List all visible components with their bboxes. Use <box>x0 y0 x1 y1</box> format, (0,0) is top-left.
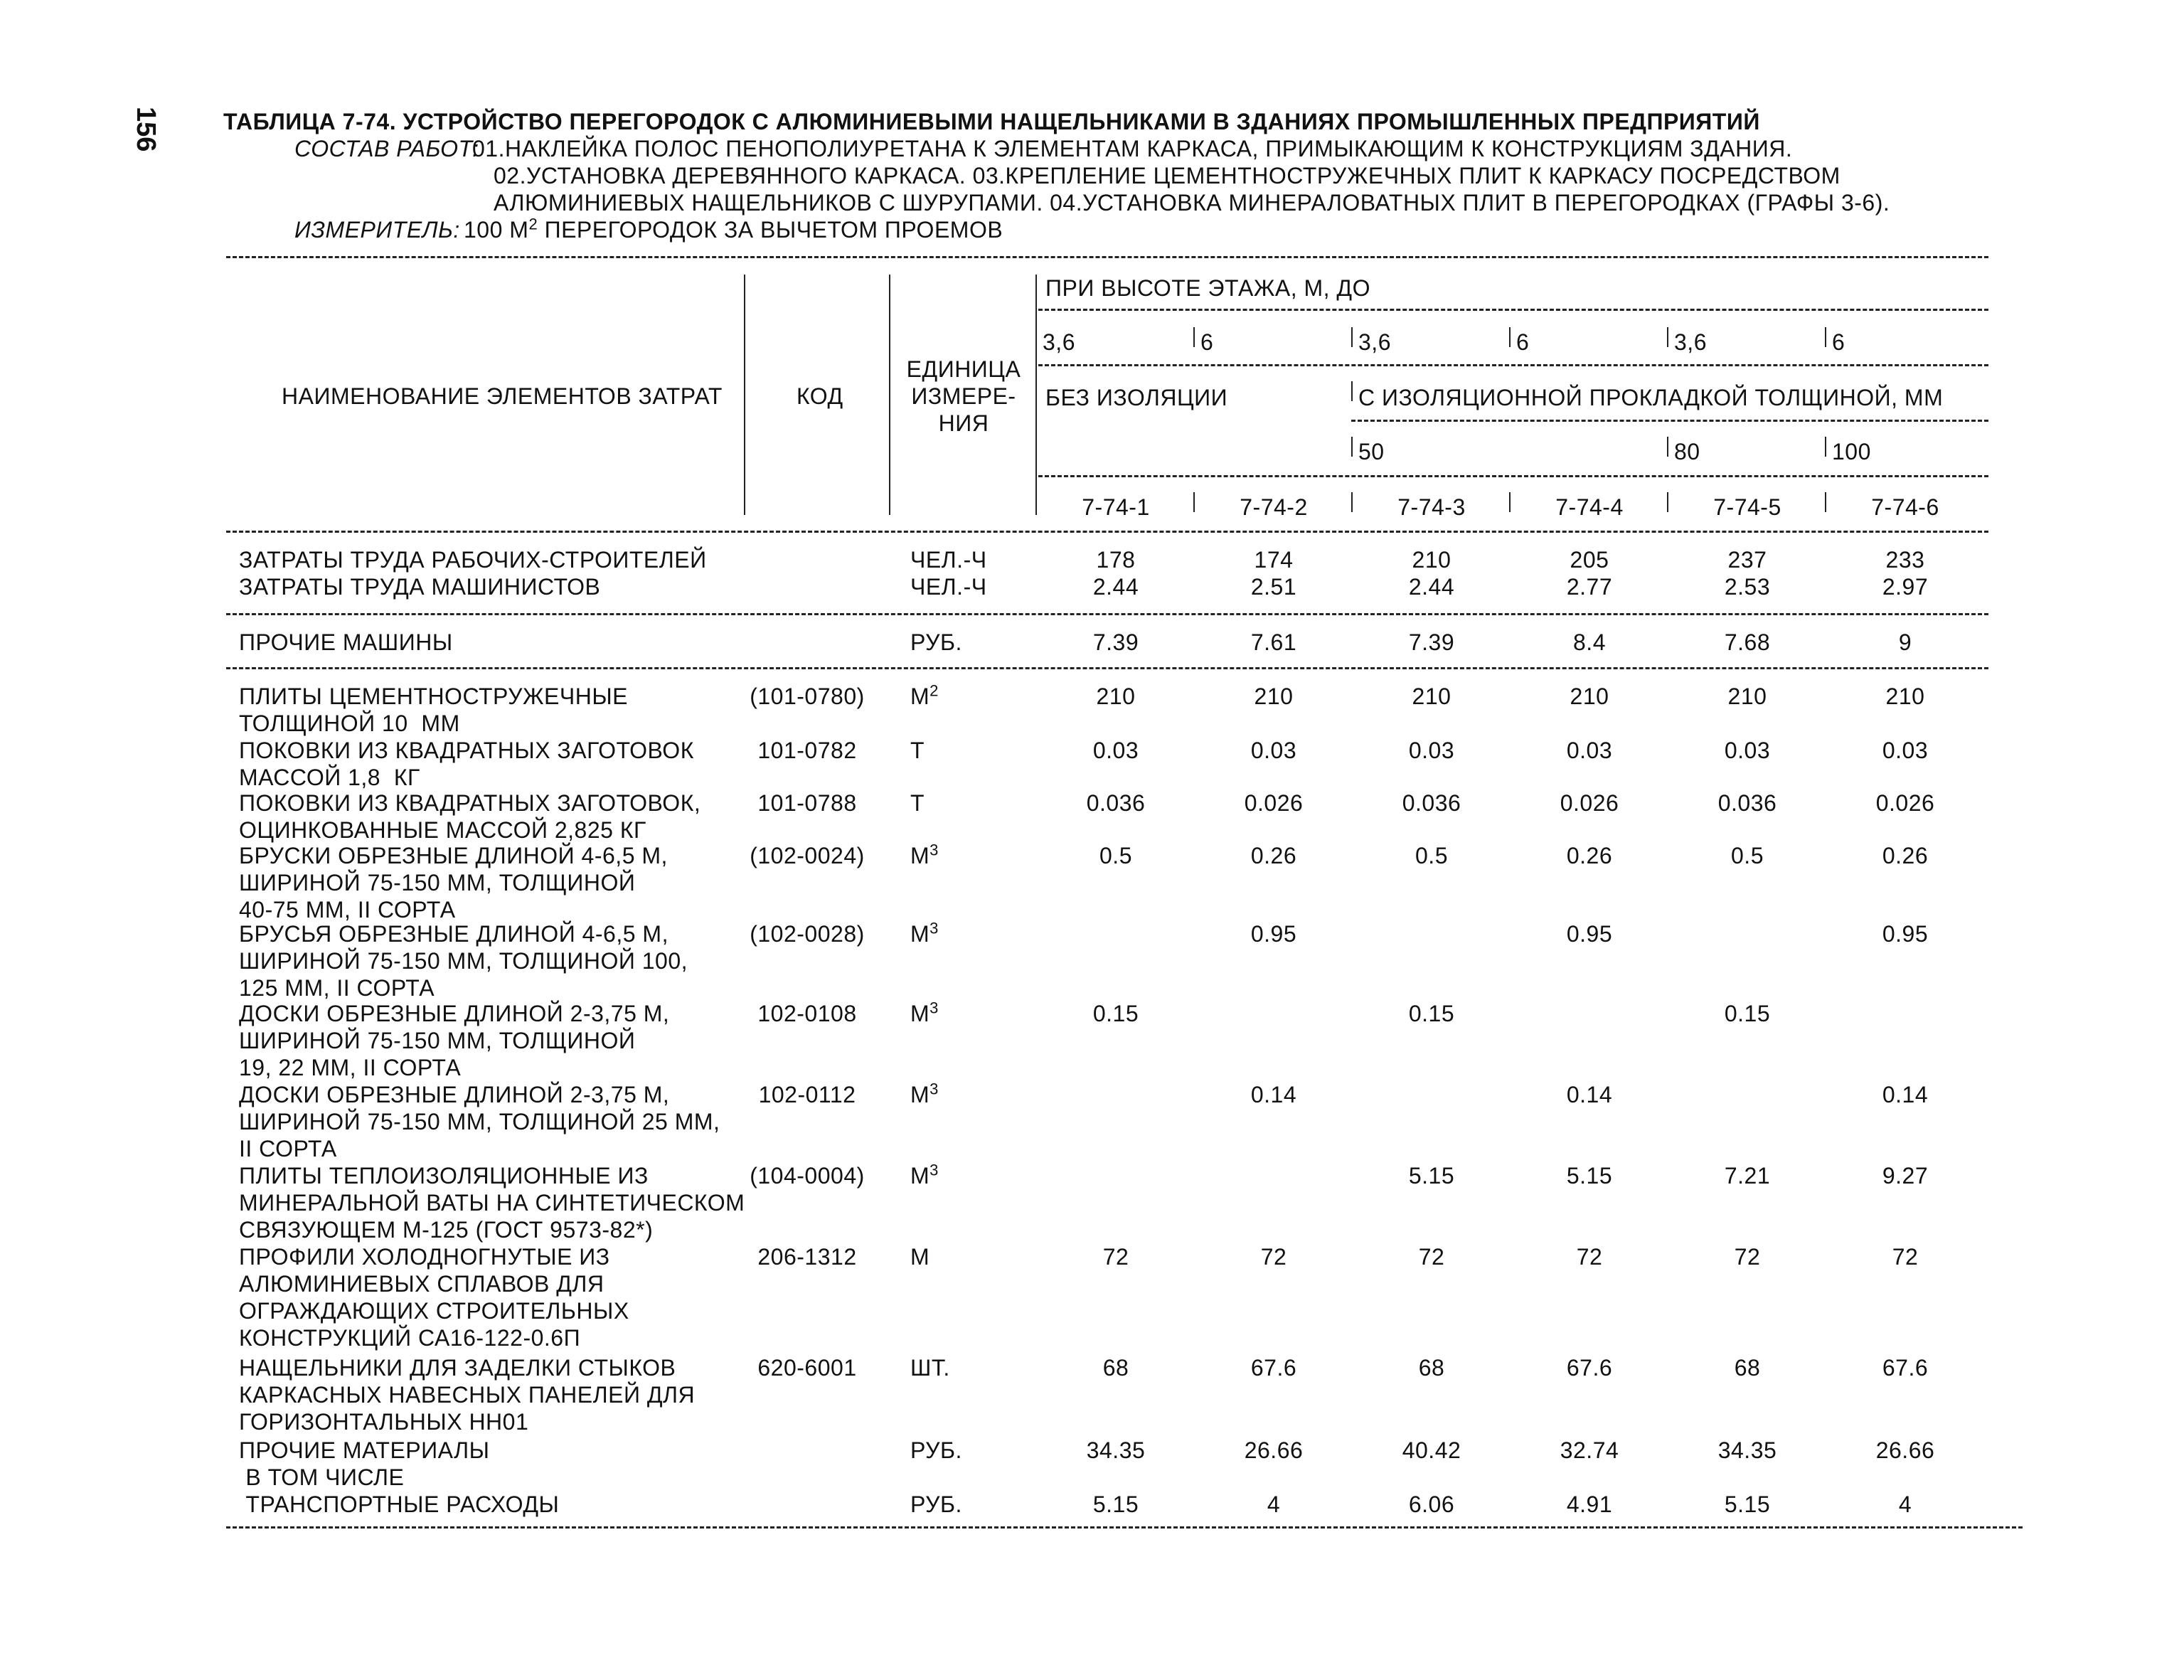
row-unit: ЧЕЛ.-Ч <box>910 574 987 600</box>
tick-c6 <box>1825 492 1826 512</box>
row-value: 2.53 <box>1724 574 1771 600</box>
row-value: 0.03 <box>1092 738 1139 763</box>
tick-h2 <box>1193 327 1195 347</box>
row-value: 2.51 <box>1250 574 1297 600</box>
row-name-line: ГОРИЗОНТАЛЬНЫХ НН01 <box>239 1409 529 1435</box>
row-name-line: 40-75 ММ, II СОРТА <box>239 897 456 923</box>
tick-t100 <box>1825 437 1826 457</box>
row-value: 210 <box>1570 684 1609 709</box>
row-value: 0.5 <box>1731 843 1764 868</box>
row-value: 210 <box>1727 684 1767 709</box>
row-value: 0.026 <box>1244 790 1304 816</box>
header-with-insulation: С ИЗОЛЯЦИОННОЙ ПРОКЛАДКОЙ ТОЛЩИНОЙ, ММ <box>1358 385 1944 410</box>
height-5: 3,6 <box>1674 329 1707 355</box>
row-value: 7.68 <box>1724 629 1771 655</box>
row-value: 210 <box>1254 684 1294 709</box>
height-2: 6 <box>1200 329 1214 355</box>
tick-c4 <box>1509 492 1511 512</box>
row-name-line: ПЛИТЫ ЦЕМЕНТНОСТРУЖЕЧНЫЕ <box>239 684 628 709</box>
tick-t50 <box>1351 437 1353 457</box>
header-floor-height: ПРИ ВЫСОТЕ ЭТАЖА, М, ДО <box>1045 275 1370 301</box>
row-value: 5.15 <box>1566 1163 1613 1189</box>
header-unit-3: НИЯ <box>938 410 989 436</box>
unit-exponent: 3 <box>929 919 939 937</box>
row-value: 237 <box>1727 547 1767 573</box>
row-name-line: БРУСКИ ОБРЕЗНЫЕ ДЛИНОЙ 4-6,5 М, <box>239 843 668 868</box>
row-unit: $М^3$ <box>910 919 939 947</box>
row-unit: $М^3$ <box>910 1161 939 1189</box>
row-name-line: 125 ММ, II СОРТА <box>239 975 435 1001</box>
thickness-80: 80 <box>1674 439 1700 464</box>
row-unit: Т <box>910 738 925 763</box>
code-col-2: 7-74-2 <box>1240 494 1308 520</box>
row-name-line: 19, 22 ММ, II СОРТА <box>239 1055 462 1080</box>
row-name-line: II СОРТА <box>239 1136 337 1161</box>
rule-table-bottom <box>226 1526 2023 1529</box>
row-name-line: ШИРИНОЙ 75-150 ММ, ТОЛЩИНОЙ 100, <box>239 948 688 974</box>
row-name-line: ШИРИНОЙ 75-150 ММ, ТОЛЩИНОЙ 25 ММ, <box>239 1109 720 1134</box>
row-value: 34.35 <box>1086 1437 1146 1463</box>
tick-h5 <box>1667 327 1668 347</box>
row-value: 0.15 <box>1724 1001 1771 1026</box>
row-name-line: ТОЛЩИНОЙ 10 ММ <box>239 711 460 736</box>
row-code: 206-1312 <box>757 1244 857 1270</box>
unit-exponent: 2 <box>929 681 939 700</box>
row-value: 0.14 <box>1882 1082 1929 1107</box>
thickness-100: 100 <box>1832 439 1871 464</box>
header-code: КОД <box>797 383 843 409</box>
col-divider-code <box>744 275 745 515</box>
row-value: 0.03 <box>1724 738 1771 763</box>
row-name-line: ДОСКИ ОБРЕЗНЫЕ ДЛИНОЙ 2-3,75 М, <box>239 1082 670 1107</box>
row-value: 72 <box>1892 1244 1919 1270</box>
row-value: 0.15 <box>1408 1001 1455 1026</box>
rule-header-bottom <box>226 531 1988 533</box>
rule-h1 <box>1038 309 1988 311</box>
row-value: 0.036 <box>1086 790 1146 816</box>
work-line-1: 01.НАКЛЕЙКА ПОЛОС ПЕНОПОЛИУРЕТАНА К ЭЛЕМЕНТАМ КАРКАСА, ПРИМЫКАЮЩИМ К КОНСТРУКЦИЯМ ЗДАНИЯ. <box>472 136 1793 161</box>
row-value: 5.15 <box>1092 1492 1139 1517</box>
row-value: 9.27 <box>1882 1163 1929 1189</box>
row-unit: $М^2$ <box>910 681 939 709</box>
code-col-3: 7-74-3 <box>1397 494 1466 520</box>
row-unit: РУБ. <box>910 1437 962 1463</box>
row-value: 26.66 <box>1244 1437 1304 1463</box>
header-no-insulation: БЕЗ ИЗОЛЯЦИИ <box>1045 385 1228 410</box>
row-unit: РУБ. <box>910 629 962 655</box>
row-code: (102-0024) <box>750 843 865 868</box>
row-name-line: ШИРИНОЙ 75-150 ММ, ТОЛЩИНОЙ <box>239 870 636 895</box>
row-code: (102-0028) <box>750 921 865 947</box>
row-name-line: ПРОЧИЕ МАШИНЫ <box>239 629 453 655</box>
row-unit: ШТ. <box>910 1355 950 1381</box>
row-name-line: ПОКОВКИ ИЗ КВАДРАТНЫХ ЗАГОТОВОК <box>239 738 694 763</box>
rule-labor-bottom <box>226 613 1988 615</box>
row-name-line: ОГРАЖДАЮЩИХ СТРОИТЕЛЬНЫХ <box>239 1298 629 1324</box>
rule-top <box>226 256 1988 258</box>
row-value: 68 <box>1734 1355 1761 1381</box>
tick-insul <box>1351 381 1353 401</box>
header-unit-2: ИЗМЕРЕ- <box>911 383 1016 409</box>
row-unit: Т <box>910 790 925 816</box>
row-name-line: ПЛИТЫ ТЕПЛОИЗОЛЯЦИОННЫЕ ИЗ <box>239 1163 649 1189</box>
row-value: 9 <box>1898 629 1912 655</box>
row-value: 7.61 <box>1250 629 1297 655</box>
row-code: (101-0780) <box>750 684 865 709</box>
row-code: (104-0004) <box>750 1163 865 1189</box>
row-name-line: АЛЮМИНИЕВЫХ СПЛАВОВ ДЛЯ <box>239 1271 604 1297</box>
row-value: 210 <box>1885 684 1925 709</box>
row-name-line: ОЦИНКОВАННЫЕ МАССОЙ 2,825 КГ <box>239 817 646 843</box>
row-value: 68 <box>1102 1355 1129 1381</box>
row-unit: $М^3$ <box>910 999 939 1026</box>
row-value: 210 <box>1412 684 1451 709</box>
row-value: 72 <box>1734 1244 1761 1270</box>
rule-h4 <box>1038 475 1988 477</box>
code-col-4: 7-74-4 <box>1555 494 1624 520</box>
row-name-line: ЗАТРАТЫ ТРУДА МАШИНИСТОВ <box>239 574 601 600</box>
row-value: 40.42 <box>1402 1437 1461 1463</box>
row-name-line: МАССОЙ 1,8 КГ <box>239 765 420 790</box>
meter-label: ИЗМЕРИТЕЛЬ: <box>294 217 460 243</box>
row-value: 68 <box>1418 1355 1445 1381</box>
row-name-line: ПОКОВКИ ИЗ КВАДРАТНЫХ ЗАГОТОВОК, <box>239 790 701 816</box>
work-line-2: 02.УСТАНОВКА ДЕРЕВЯННОГО КАРКАСА. 03.КРЕПЛЕНИЕ ЦЕМЕНТНОСТРУЖЕЧНЫХ ПЛИТ К КАРКАСУ ПОСРЕДСТВОМ <box>494 163 1841 188</box>
row-value: 7.39 <box>1408 629 1455 655</box>
row-unit: РУБ. <box>910 1492 962 1517</box>
row-value: 72 <box>1576 1244 1603 1270</box>
row-value: 67.6 <box>1882 1355 1929 1381</box>
unit-exponent: 3 <box>929 1161 939 1179</box>
row-value: 0.15 <box>1092 1001 1139 1026</box>
row-value: 2.44 <box>1408 574 1455 600</box>
table-title: ТАБЛИЦА 7-74. УСТРОЙСТВО ПЕРЕГОРОДОК С АЛЮМИНИЕВЫМИ НАЩЕЛЬНИКАМИ В ЗДАНИЯХ ПРОМЫШЛЕННЫХ ПРЕДПРИЯТИЙ <box>223 109 1760 134</box>
row-unit: $М^3$ <box>910 841 939 868</box>
row-code: 102-0112 <box>758 1082 856 1107</box>
unit-exponent: 3 <box>929 841 939 859</box>
height-3: 3,6 <box>1358 329 1391 355</box>
row-name-line: СВЯЗУЮЩЕМ М-125 (ГОСТ 9573-82*) <box>239 1217 654 1243</box>
tick-h6 <box>1825 327 1826 347</box>
header-unit-1: ЕДИНИЦА <box>906 356 1021 382</box>
row-value: 0.03 <box>1408 738 1455 763</box>
row-value: 26.66 <box>1875 1437 1935 1463</box>
row-name-line: ТРАНСПОРТНЫЕ РАСХОДЫ <box>239 1492 560 1517</box>
row-name-line: ДОСКИ ОБРЕЗНЫЕ ДЛИНОЙ 2-3,75 М, <box>239 1001 670 1026</box>
row-value: 0.026 <box>1875 790 1935 816</box>
row-value: 205 <box>1570 547 1609 573</box>
height-6: 6 <box>1832 329 1845 355</box>
work-label: СОСТАВ РАБОТ: <box>294 136 479 161</box>
row-name-line: В ТОМ ЧИСЛЕ <box>239 1464 405 1490</box>
row-value: 7.21 <box>1724 1163 1771 1189</box>
rule-h2 <box>1038 364 1988 366</box>
rule-h3 <box>1351 420 1988 422</box>
page-number: 156 <box>131 107 161 152</box>
row-value: 72 <box>1418 1244 1445 1270</box>
meter-text: 100 $М^2$ ПЕРЕГОРОДОК ЗА ВЫЧЕТОМ ПРОЕМОВ <box>464 215 1003 243</box>
row-value: 0.95 <box>1250 921 1297 947</box>
height-1: 3,6 <box>1043 329 1075 355</box>
row-value: 0.95 <box>1566 921 1613 947</box>
tick-h3 <box>1351 327 1353 347</box>
row-name-line: ПРОФИЛИ ХОЛОДНОГНУТЫЕ ИЗ <box>239 1244 610 1270</box>
row-value: 32.74 <box>1560 1437 1619 1463</box>
work-line-3: АЛЮМИНИЕВЫХ НАЩЕЛЬНИКОВ С ШУРУПАМИ. 04.УСТАНОВКА МИНЕРАЛОВАТНЫХ ПЛИТ В ПЕРЕГОРОДКАХ (ГРАФЫ 3-6). <box>494 190 1890 216</box>
col-divider-unit <box>889 275 890 515</box>
row-code: 101-0782 <box>757 738 857 763</box>
row-value: 0.5 <box>1415 843 1448 868</box>
row-name-line: ПРОЧИЕ МАТЕРИАЛЫ <box>239 1437 490 1463</box>
row-value: 4 <box>1898 1492 1912 1517</box>
row-value: 0.036 <box>1402 790 1461 816</box>
row-value: 0.5 <box>1099 843 1132 868</box>
row-value: 0.03 <box>1882 738 1929 763</box>
height-4: 6 <box>1516 329 1530 355</box>
row-value: 67.6 <box>1566 1355 1613 1381</box>
row-value: 72 <box>1102 1244 1129 1270</box>
rule-machines-bottom <box>226 667 1988 669</box>
row-value: 5.15 <box>1408 1163 1455 1189</box>
col-divider-values <box>1035 275 1037 515</box>
row-name-line: МИНЕРАЛЬНОЙ ВАТЫ НА СИНТЕТИЧЕСКОМ <box>239 1190 745 1216</box>
row-value: 0.14 <box>1250 1082 1297 1107</box>
row-unit: М <box>910 1244 930 1270</box>
code-col-5: 7-74-5 <box>1713 494 1781 520</box>
row-value: 210 <box>1412 547 1451 573</box>
row-name-line: ЗАТРАТЫ ТРУДА РАБОЧИХ-СТРОИТЕЛЕЙ <box>239 547 707 573</box>
row-value: 2.97 <box>1882 574 1929 600</box>
row-value: 72 <box>1260 1244 1287 1270</box>
row-value: 0.036 <box>1717 790 1777 816</box>
unit-exponent: 3 <box>929 1080 939 1098</box>
unit-exponent: 3 <box>929 999 939 1017</box>
code-col-6: 7-74-6 <box>1871 494 1939 520</box>
row-code: 620-6001 <box>757 1355 857 1381</box>
row-value: 0.26 <box>1882 843 1929 868</box>
row-value: 0.26 <box>1250 843 1297 868</box>
row-unit: ЧЕЛ.-Ч <box>910 547 987 573</box>
row-name-line: КАРКАСНЫХ НАВЕСНЫХ ПАНЕЛЕЙ ДЛЯ <box>239 1382 696 1408</box>
row-value: 178 <box>1096 547 1136 573</box>
row-name-line: КОНСТРУКЦИЙ СА16-122-0.6П <box>239 1325 581 1351</box>
row-value: 210 <box>1096 684 1136 709</box>
thickness-50: 50 <box>1358 439 1385 464</box>
row-unit: $М^3$ <box>910 1080 939 1107</box>
code-col-1: 7-74-1 <box>1082 494 1150 520</box>
row-code: 101-0788 <box>757 790 857 816</box>
row-value: 174 <box>1254 547 1294 573</box>
row-name-line: НАЩЕЛЬНИКИ ДЛЯ ЗАДЕЛКИ СТЫКОВ <box>239 1355 676 1381</box>
row-code: 102-0108 <box>757 1001 857 1026</box>
row-value: 7.39 <box>1092 629 1139 655</box>
row-value: 67.6 <box>1250 1355 1297 1381</box>
tick-c5 <box>1667 492 1668 512</box>
row-name-line: БРУСЬЯ ОБРЕЗНЫЕ ДЛИНОЙ 4-6,5 М, <box>239 921 668 947</box>
row-value: 233 <box>1885 547 1925 573</box>
row-value: 4 <box>1267 1492 1281 1517</box>
row-value: 0.03 <box>1566 738 1613 763</box>
row-value: 0.03 <box>1250 738 1297 763</box>
row-value: 5.15 <box>1724 1492 1771 1517</box>
row-value: 6.06 <box>1408 1492 1455 1517</box>
row-value: 0.26 <box>1566 843 1613 868</box>
tick-c3 <box>1351 492 1353 512</box>
row-value: 0.026 <box>1560 790 1619 816</box>
tick-h4 <box>1509 327 1511 347</box>
row-value: 8.4 <box>1573 629 1606 655</box>
row-value: 0.95 <box>1882 921 1929 947</box>
row-value: 4.91 <box>1566 1492 1613 1517</box>
row-value: 0.14 <box>1566 1082 1613 1107</box>
tick-c2 <box>1193 492 1195 512</box>
header-name: НАИМЕНОВАНИЕ ЭЛЕМЕНТОВ ЗАТРАТ <box>282 383 723 409</box>
row-value: 2.44 <box>1092 574 1139 600</box>
row-name-line: ШИРИНОЙ 75-150 ММ, ТОЛЩИНОЙ <box>239 1028 636 1053</box>
row-value: 34.35 <box>1717 1437 1777 1463</box>
tick-t80 <box>1667 437 1668 457</box>
row-value: 2.77 <box>1566 574 1613 600</box>
